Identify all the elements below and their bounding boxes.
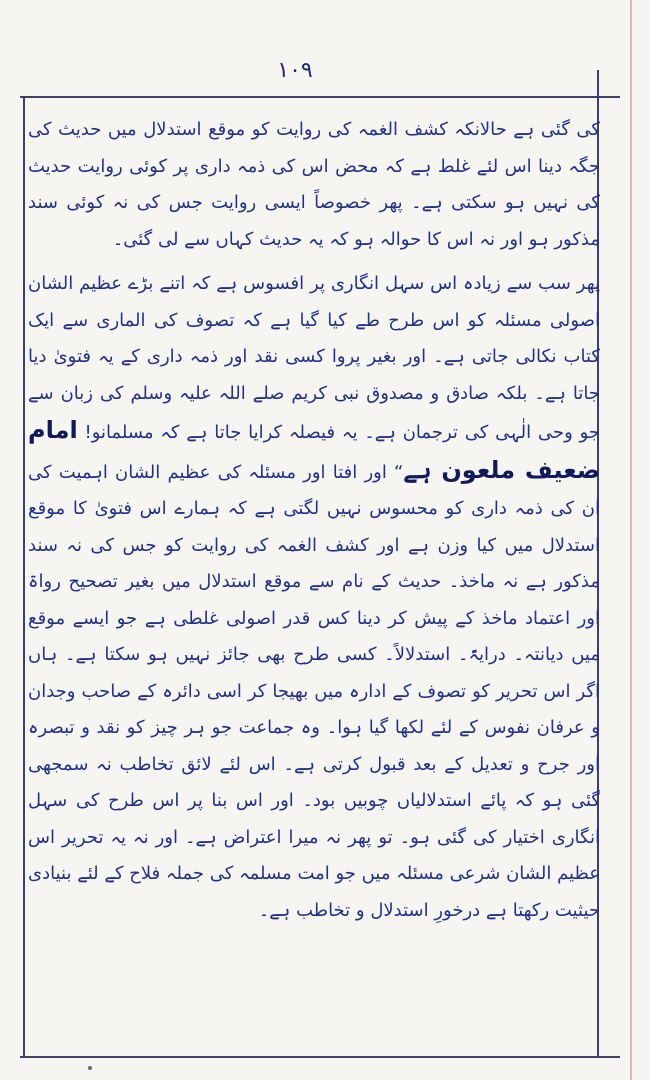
paragraph-2 (28, 266, 600, 929)
paragraph-2-intro: پھر سب سے زیادہ اس سہل انگاری پر افسوس ہے کہ اتنے بڑے عظیم الشان اصولی مسئلہ کو اس طرح طے کیا گیا ہے کہ تصوف کی الماری سے ایک کتاب نکالی جاتی ہے۔ اور بغیر پروا کسی نقد اور ذمہ داری کے یہ فتویٰ دیا جاتا ہے۔ بلکہ صادق و مصدوق نبی کریم صلے اللہ علیہ وسلم کی زبان سے جو وحی الٰہی کی ترجمان ہے۔ یہ فیصلہ کرایا جاتا ہے کہ مسلمانو! (28, 273, 600, 443)
page-number: ۱۰۹ (277, 58, 313, 83)
margin-line (630, 0, 632, 1080)
top-rule (20, 96, 620, 98)
paragraph-1: کی گئی ہے حالانکہ کشف الغمہ کی روایت کو موقع استدلال میں حدیث کی جگہ دینا اس لئے غلط ہے کہ محض اس کی ذمہ داری پر کوئی روایت حدیث کی نہیں ہو سکتی ہے۔ پھر خصوصاً ایسی روایت جس کی نہ کوئی سند مذکور ہو اور نہ اس کا حوالہ ہو کہ یہ حدیث کہاں سے لی گئی۔ (28, 119, 600, 250)
page-dot (88, 1066, 92, 1070)
emphasized-phrase: امام ضعیف ملعون ہے (28, 416, 600, 484)
bottom-rule (20, 1056, 620, 1058)
paragraph-2-rest: “ اور افتا اور مسئلہ کی عظیم الشان اہمیت کی ان کی ذمہ داری کو محسوس نہیں لگتی ہے کہ ہمارے اس فتویٰ کا موقع استدلال میں کیا وزن ہے اور کشف الغمہ کی روایت کو جس کی نہ سند مذکور ہے نہ ماخذ۔ حدیث کے نام سے موقع استدلال میں بغیر تصحیح رواۃ اور اعتماد ماخذ کے پیش کر دینا کس قدر اصولی غلطی ہے جو ایسے موقع میں دیانتہ۔ درایۃً۔ استدلالاً۔ کسی طرح بھی جائز نہیں ہو سکتا ہے۔ ہاں اگر اس تحریر کو تصوف کے ادارہ میں بھیجا کر اسی دائرہ کے صاحب وجدان و عرفان نفوس کے لئے لکھا گیا ہوا۔ وہ جماعت جو ہر چیز کو نقد و تبصرہ اور جرح و تعدیل کے بعد قبول کرتی ہے۔ اس لئے لائق تخاطب نہ سمجھی گئی ہو کہ پائے استدلالیاں چوبیں بود۔ اور اس بنا پر اس طرح کی سہل انگاری اختیار کی گئی ہو۔ تو پھر نہ میرا اعتراض ہے۔ اور نہ یہ تحریر اس عظیم الشان شرعی مسئلہ میں جو امت مسلمہ کی جملہ فلاح کے لئے بنیادی حیثیت رکھتا ہے درخورِ استدلال و تخاطب ہے۔ (28, 461, 600, 921)
body-text (28, 112, 600, 1037)
left-rule (23, 96, 25, 1058)
